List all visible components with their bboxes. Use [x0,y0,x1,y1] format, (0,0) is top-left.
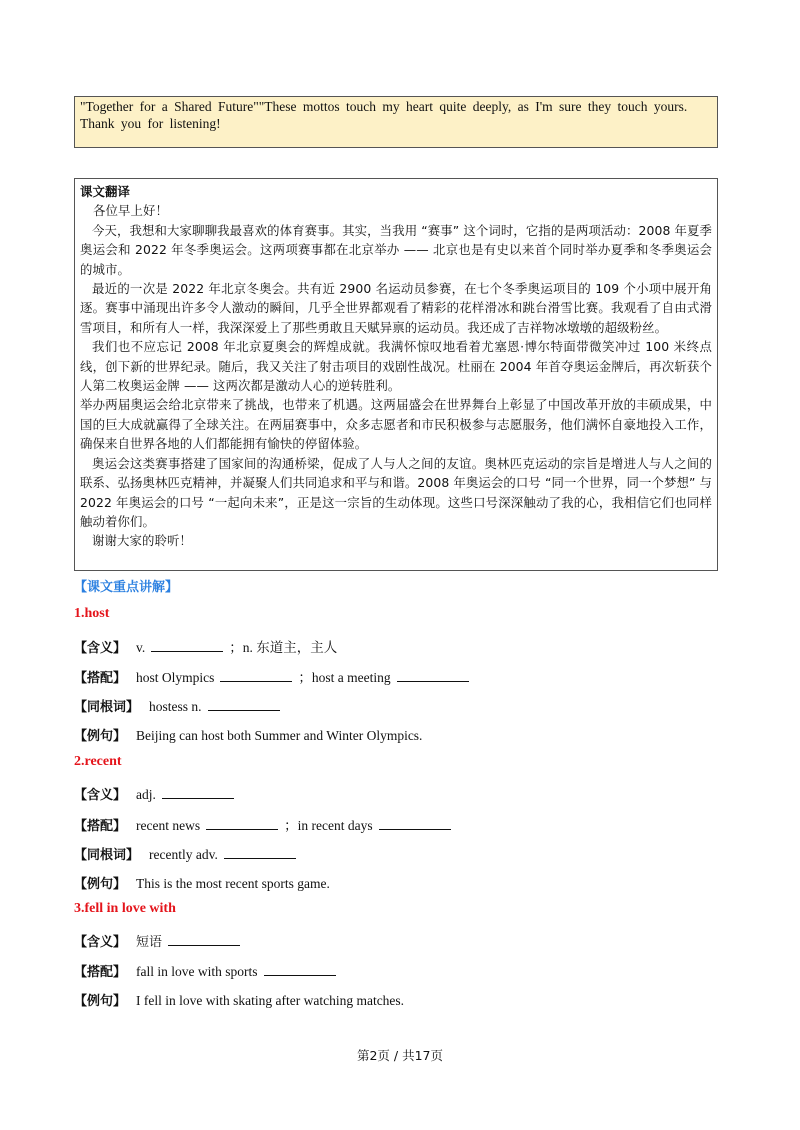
row-label: 【搭配】 [74,671,127,686]
answer-blank[interactable] [220,670,292,682]
english-line-2: Thank you for listening! [80,116,221,131]
term-row-collocation [74,666,475,686]
term-row-example [74,990,404,1009]
translation-box [74,178,718,571]
section-title: 【课文重点讲解】 [74,580,179,595]
row-text: Beijing can host both Summer and Winter Olympics. [136,728,423,743]
row-label: 【含义】 [74,641,127,656]
row-text: 短语 [136,935,163,950]
translation-paragraph: 举办两届奥运会给北京带来了挑战，也带来了机遇。这两届盛会在世界舞台上彰显了中国改革开放的丰硕成果，中国的巨大成就赢得了全球关注。在两届赛事中，众多志愿者和市民积极参与志愿服务，他们满怀自豪地投入工作，确保来自世界各地的人们都能拥有愉快的停留体验。 [80,397,712,452]
term-row-example [74,873,330,892]
answer-blank[interactable] [224,847,296,859]
translation-paragraph: 最近的一次是 2022 年北京冬奥会。共有近 2900 名运动员参赛，在七个冬季奥运项目的 109 个小项中展开角逐。赛事中涌现出许多令人激动的瞬间，几乎全世界都观看了精彩的花样滑冰和跳台滑雪比赛。我观看了自由式滑雪项目，和所有人一样，我深深爱上了那些勇敢且天赋异禀的运动员。我还成了吉祥物冰墩墩的超级粉丝。 [80,281,712,335]
term-title: 3.fell in love with [74,901,176,916]
term-row-example [74,725,422,744]
answer-blank[interactable] [397,670,469,682]
row-label: 【同根词】 [74,700,140,715]
row-after-text: ；n. 东道主，主人 [229,640,338,655]
row-text: v. [136,640,146,655]
row-label: 【含义】 [74,788,127,803]
row-label: 【例句】 [74,729,127,744]
row-text: recent news [136,818,201,833]
term-title: 1.host [74,606,110,621]
translation-heading: 课文翻译 [80,184,130,199]
translation-paragraph: 谢谢大家的聆听！ [92,533,192,549]
term-row-meaning [74,636,337,656]
row-text: hostess n. [149,699,202,714]
row-after-text: ；host a meeting [298,670,391,685]
answer-blank[interactable] [168,934,240,946]
answer-blank[interactable] [264,964,336,976]
answer-blank[interactable] [206,818,278,830]
answer-blank[interactable] [379,818,451,830]
row-text: fall in love with sports [136,964,258,979]
row-text: This is the most recent sports game. [136,876,330,891]
english-line-1: "Together for a Shared Future""These mottos touch my heart quite deeply, as I'm sure they touch yours. [80,99,688,114]
answer-blank[interactable] [162,787,234,799]
term-row-meaning [74,784,240,803]
row-label: 【含义】 [74,935,127,950]
row-label: 【例句】 [74,877,127,892]
english-text-box [74,96,718,148]
page-footer: 第2页 / 共17页 [356,1048,444,1063]
row-after-text: ；in recent days [284,818,373,833]
term-row-collocation [74,814,457,834]
term-title: 2.recent [74,754,122,769]
row-label: 【搭配】 [74,965,127,980]
term-row-cognate [74,696,286,715]
translation-paragraph: 各位早上好！ [93,203,168,219]
row-label: 【例句】 [74,994,127,1009]
row-text: host Olympics [136,670,215,685]
answer-blank[interactable] [208,699,280,711]
row-label: 【同根词】 [74,848,140,863]
term-row-collocation [74,961,342,980]
translation-paragraph: 今天，我想和大家聊聊我最喜欢的体育赛事。其实，当我用 “赛事” 这个词时，它指的是两项活动：2008 年夏季奥运会和 2022 年冬季奥运会。这两项赛事都在北京举办 —— 北京也是有史以来首个同时举办夏季和冬季奥运会的城市。 [80,222,712,277]
translation-paragraph: 我们也不应忘记 2008 年北京夏奥会的辉煌成就。我满怀惊叹地看着尤塞恩·博尔特面带微笑冲过 100 米终点线，创下新的世界纪录。随后，我又关注了射击项目的戏剧性战况。杜丽在 2004 年首夺奥运金牌后，再次斩获个人第二枚奥运金牌 —— 这两次都是激动人心的逆转胜利。 [80,339,712,394]
term-row-cognate [74,844,302,863]
row-text: adj. [136,787,156,802]
row-text: recently adv. [149,847,218,862]
term-row-meaning [74,931,246,950]
row-label: 【搭配】 [74,819,127,834]
answer-blank[interactable] [151,640,223,652]
translation-paragraph: 奥运会这类赛事搭建了国家间的沟通桥梁，促成了人与人之间的友谊。奥林匹克运动的宗旨是增进人与人之间的联系、弘扬奥林匹克精神，并凝聚人们共同追求和平与和谐。2008 年奥运会的口号 “同一个世界，同一个梦想” 与 2022 年奥运会的口号 “一起向未来”，正是这一宗旨的生动体现。这些口号深深触动了我的心，我相信它们也同样触动着你们。 [80,455,712,529]
row-text: I fell in love with skating after watching matches. [136,993,405,1008]
